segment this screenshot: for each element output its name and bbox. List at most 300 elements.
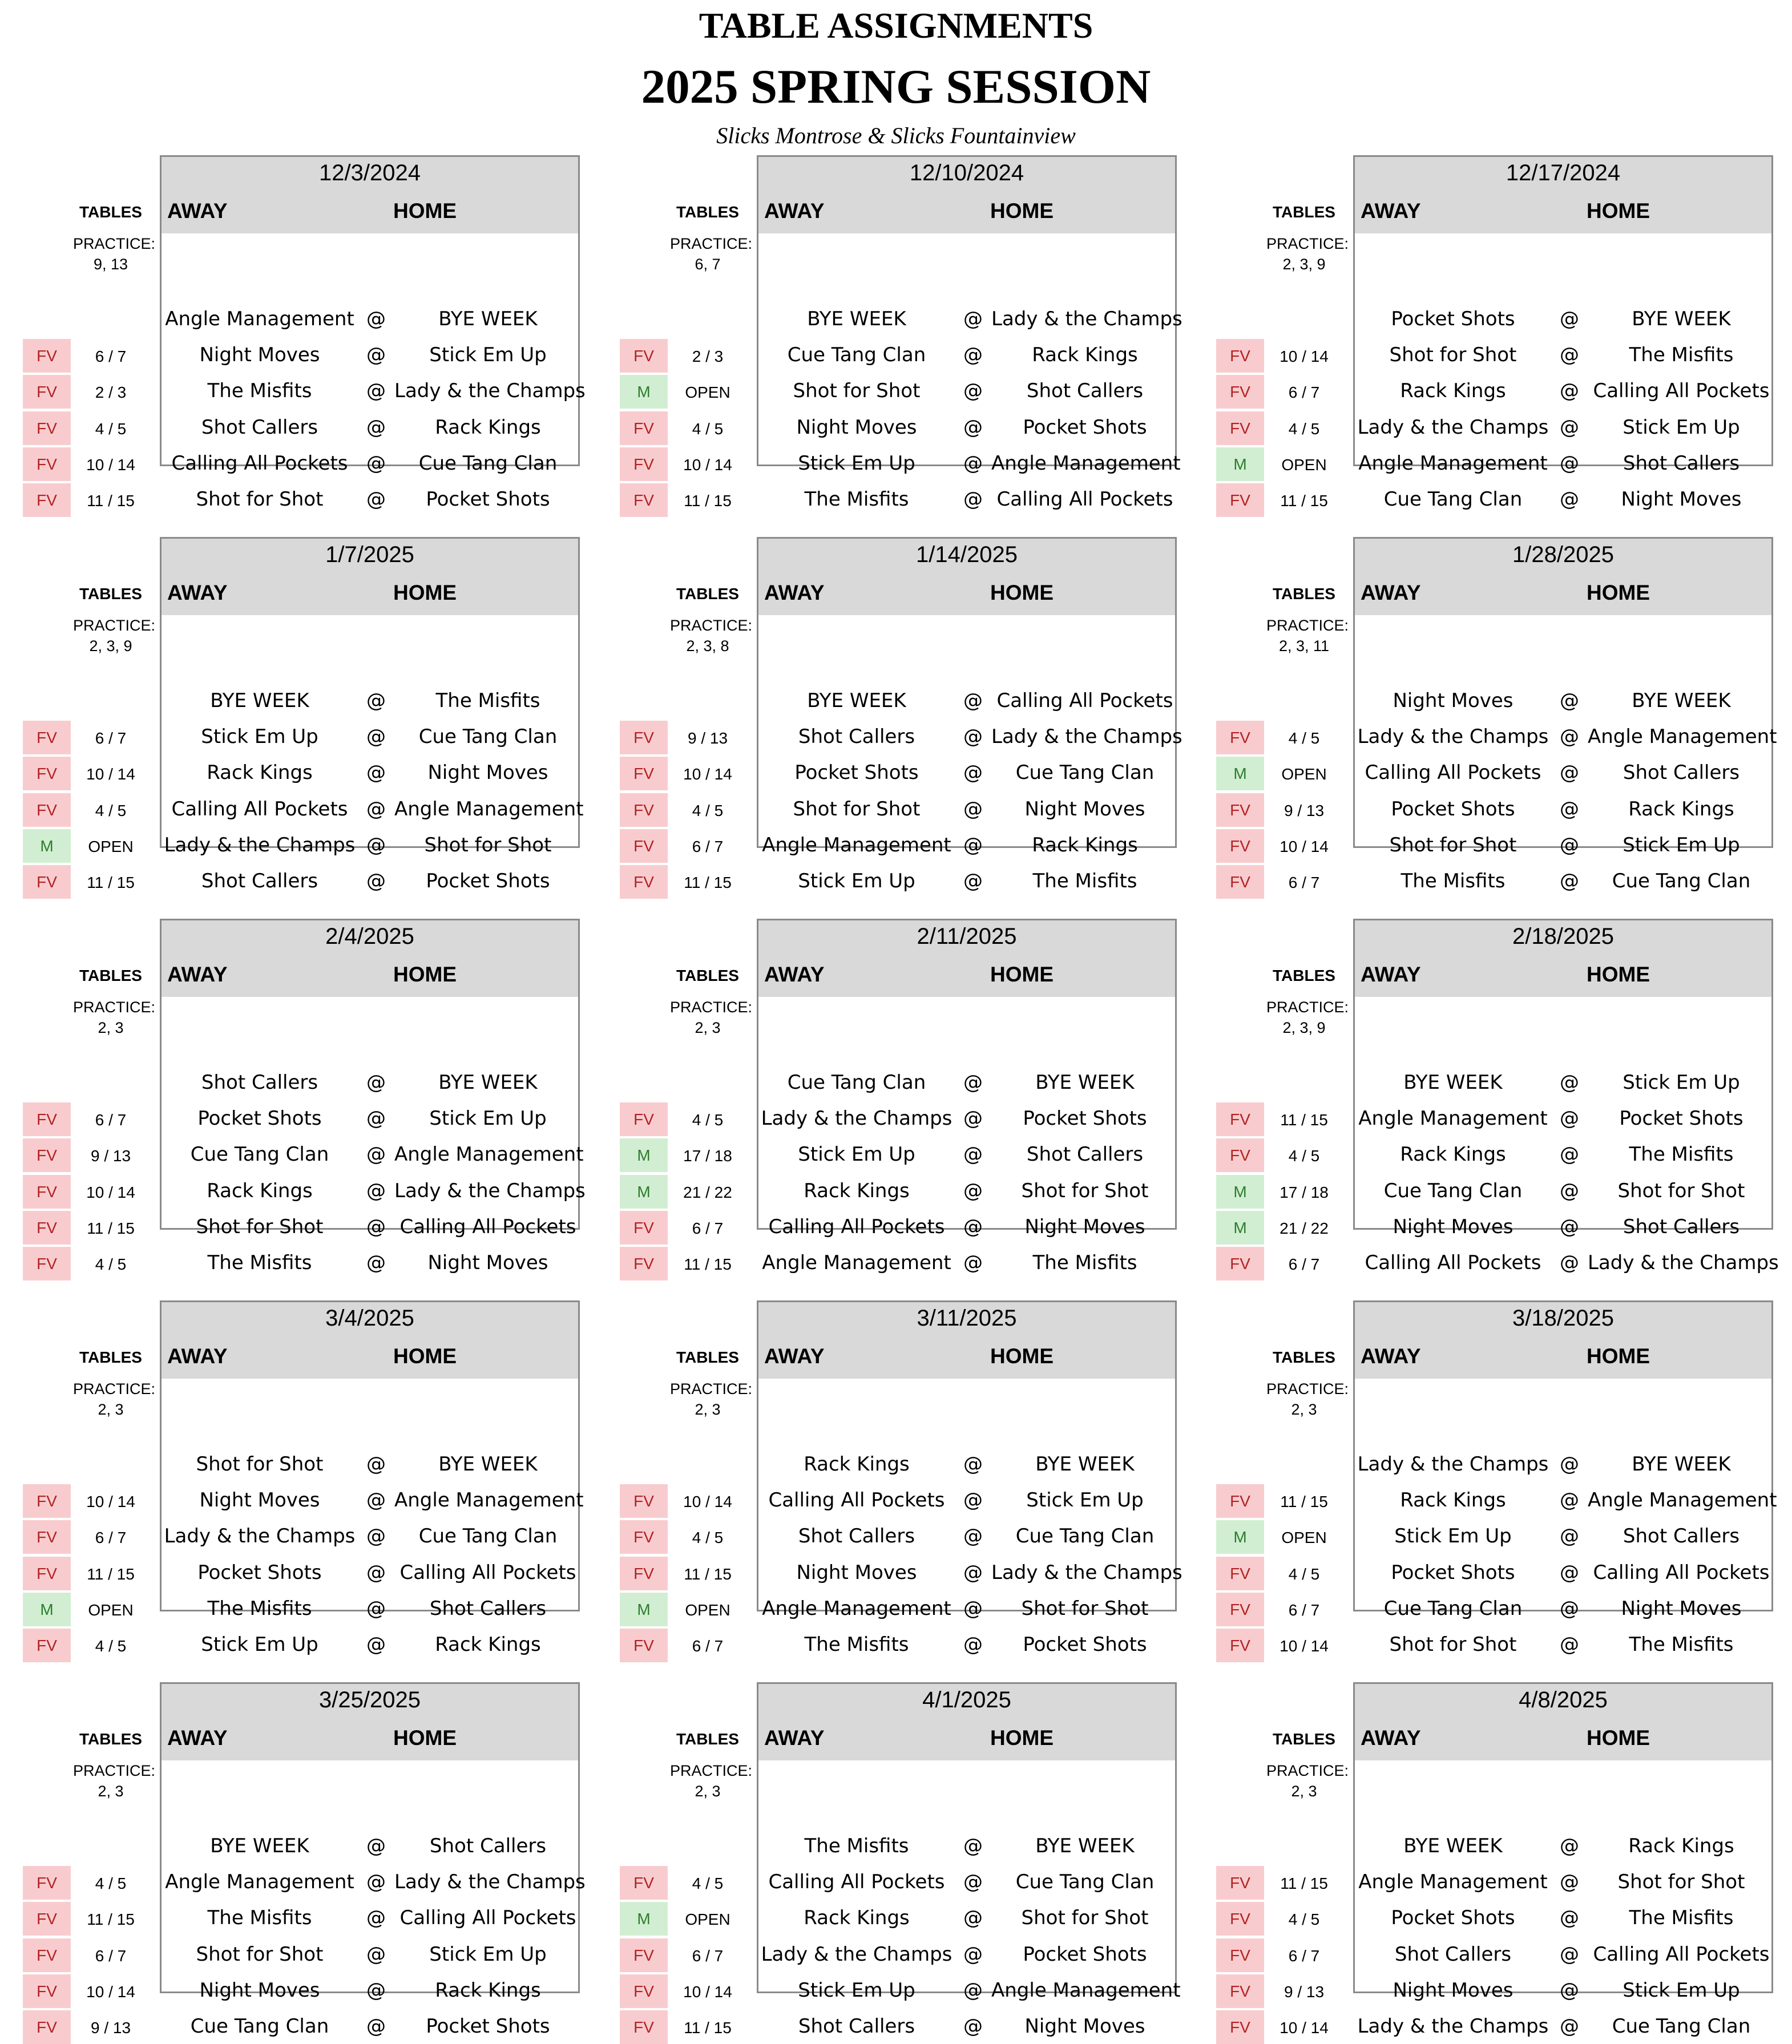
venue-badge: FV — [620, 757, 668, 790]
table-numbers: 11 / 15 — [1280, 1111, 1328, 1129]
at-symbol: @ — [1560, 689, 1579, 712]
away-team: Rack Kings — [804, 1906, 910, 1929]
venue-badge: FV — [23, 411, 71, 445]
home-team: Stick Em Up — [429, 344, 547, 366]
at-symbol: @ — [366, 725, 386, 748]
week-block — [23, 1300, 584, 1656]
venue-badge: M — [23, 829, 71, 863]
away-team: Calling All Pockets — [768, 1215, 945, 1238]
venue-badge: FV — [1216, 2010, 1264, 2044]
home-team: Angle Management — [394, 1489, 584, 1512]
venue-badge: FV — [620, 1974, 668, 2008]
home-team: BYE WEEK — [438, 1453, 538, 1476]
venue-badge: FV — [620, 865, 668, 899]
at-symbol: @ — [1560, 761, 1579, 784]
week-date: 12/17/2024 — [1506, 160, 1621, 185]
at-symbol: @ — [963, 1633, 983, 1656]
venue-badge: FV — [23, 793, 71, 827]
venue-badge: M — [620, 1902, 668, 1936]
at-symbol: @ — [1560, 1979, 1579, 2002]
away-team: Lady & the Champs — [1357, 2015, 1549, 2038]
venue-badge: FV — [23, 1902, 71, 1936]
table-numbers: 6 / 7 — [95, 1111, 127, 1129]
table-header — [162, 920, 578, 997]
match-table — [160, 155, 586, 511]
at-symbol: @ — [366, 1561, 386, 1584]
at-symbol: @ — [366, 1525, 386, 1548]
at-symbol: @ — [366, 1107, 386, 1130]
home-team: Cue Tang Clan — [1015, 761, 1155, 784]
table-header — [1355, 920, 1771, 997]
table-numbers: 11 / 15 — [87, 1910, 135, 1928]
week-block — [620, 155, 1182, 511]
away-team: Shot for Shot — [196, 1943, 324, 1966]
home-team: Stick Em Up — [429, 1943, 547, 1966]
table-numbers: 4 / 5 — [692, 1875, 724, 1892]
at-symbol: @ — [963, 689, 983, 712]
at-symbol: @ — [366, 1071, 386, 1094]
week-date: 3/25/2025 — [319, 1687, 421, 1712]
practice-tables: 2, 3, 11 — [1278, 637, 1330, 655]
at-symbol: @ — [366, 1489, 386, 1512]
at-symbol: @ — [1560, 1179, 1579, 1202]
match-table — [757, 1682, 1181, 2038]
table-header — [162, 1684, 578, 1760]
away-column-header: AWAY — [167, 581, 228, 604]
table-numbers: 10 / 14 — [1280, 838, 1329, 855]
table-numbers: 11 / 15 — [87, 492, 135, 510]
week-block — [1216, 537, 1777, 892]
table-numbers: 9 / 13 — [90, 2019, 131, 2037]
away-team: Lady & the Champs — [761, 1107, 952, 1130]
week-block — [23, 919, 586, 1274]
week-date: 3/18/2025 — [1512, 1306, 1614, 1331]
home-team: Rack Kings — [1032, 834, 1138, 857]
away-team: Shot for Shot — [196, 488, 324, 511]
away-team: Night Moves — [1393, 1979, 1513, 2002]
venue-badge: FV — [1216, 721, 1264, 754]
away-team: Stick Em Up — [798, 870, 915, 892]
venue-badge: FV — [620, 447, 668, 481]
practice-tables: 2, 3 — [695, 1019, 721, 1036]
venue-badge: FV — [620, 1484, 668, 1518]
home-team: Shot Callers — [1026, 1143, 1144, 1166]
table-numbers: 11 / 15 — [1280, 1875, 1328, 1892]
week-date: 2/11/2025 — [917, 924, 1017, 949]
table-header — [758, 157, 1175, 233]
away-team: Stick Em Up — [1394, 1525, 1512, 1548]
home-team: Pocket Shots — [1619, 1107, 1743, 1130]
at-symbol: @ — [963, 1906, 983, 1929]
table-numbers: 4 / 5 — [692, 1111, 724, 1129]
table-numbers: 4 / 5 — [1288, 729, 1320, 747]
table-numbers: OPEN — [1281, 1529, 1327, 1546]
home-team: The Misfits — [1032, 1251, 1137, 1274]
table-numbers: 10 / 14 — [683, 1983, 732, 2001]
venue-badge: FV — [23, 1974, 71, 2008]
home-column-header: HOME — [1587, 199, 1650, 223]
at-symbol: @ — [1560, 1251, 1579, 1274]
match-table — [757, 1300, 1182, 1656]
document-title: TABLE ASSIGNMENTS — [699, 5, 1093, 46]
match-table — [757, 919, 1177, 1274]
table-numbers: 11 / 15 — [684, 1255, 732, 1273]
venue-badge: M — [620, 1175, 668, 1209]
venue-badge: FV — [23, 483, 71, 517]
venue-badge: M — [23, 1593, 71, 1626]
away-team: BYE WEEK — [807, 308, 906, 330]
venue-badge: FV — [620, 1557, 668, 1590]
at-symbol: @ — [1560, 1871, 1579, 1893]
away-team: Stick Em Up — [798, 452, 915, 475]
week-block — [23, 155, 586, 511]
home-team: Rack Kings — [435, 1979, 541, 2002]
home-team: Stick Em Up — [1623, 1979, 1740, 2002]
venue-badge: FV — [23, 447, 71, 481]
away-team: Lady & the Champs — [1357, 416, 1549, 439]
home-team: Shot Callers — [1623, 1215, 1740, 1238]
at-symbol: @ — [963, 1143, 983, 1166]
venue-badge: FV — [1216, 1557, 1264, 1590]
at-symbol: @ — [366, 870, 386, 892]
away-column-header: AWAY — [764, 581, 825, 604]
home-team: Calling All Pockets — [1593, 1561, 1770, 1584]
home-team: Rack Kings — [435, 416, 541, 439]
tables-column-label: TABLES — [1273, 967, 1335, 984]
home-column-header: HOME — [393, 1344, 457, 1368]
tables-column-label: TABLES — [676, 585, 739, 603]
at-symbol: @ — [963, 1179, 983, 1202]
home-column-header: HOME — [990, 199, 1054, 223]
table-numbers: 10 / 14 — [1280, 2019, 1329, 2037]
home-team: The Misfits — [1629, 1633, 1734, 1656]
practice-tables: 2, 3 — [98, 1783, 124, 1800]
at-symbol: @ — [963, 452, 983, 475]
away-column-header: AWAY — [764, 963, 825, 986]
tables-column-label: TABLES — [1273, 1730, 1335, 1748]
away-team: Shot Callers — [798, 2015, 915, 2038]
home-team: Lady & the Champs — [991, 1561, 1182, 1584]
home-team: Shot Callers — [429, 1597, 547, 1620]
at-symbol: @ — [1560, 1561, 1579, 1584]
home-team: Calling All Pockets — [399, 1215, 576, 1238]
table-numbers: 4 / 5 — [1288, 1147, 1320, 1165]
venue-badge: FV — [1216, 793, 1264, 827]
match-table — [1353, 1682, 1773, 2038]
home-team: BYE WEEK — [1632, 308, 1731, 330]
venue-badge: FV — [620, 339, 668, 373]
venue-badge: FV — [23, 865, 71, 899]
at-symbol: @ — [1560, 1633, 1579, 1656]
practice-label: PRACTICE: — [73, 999, 156, 1016]
tables-column-label: TABLES — [1273, 1348, 1335, 1366]
home-column-header: HOME — [1587, 963, 1650, 986]
table-numbers: 11 / 15 — [87, 1565, 135, 1583]
table-numbers: 2 / 3 — [692, 348, 724, 365]
venue-badge: M — [1216, 1520, 1264, 1554]
at-symbol: @ — [963, 798, 983, 821]
home-team: Angle Management — [1588, 1489, 1777, 1512]
away-team: Pocket Shots — [197, 1561, 322, 1584]
venue-badge: FV — [1216, 1102, 1264, 1136]
match-table — [757, 155, 1182, 511]
at-symbol: @ — [1560, 308, 1579, 330]
away-team: The Misfits — [804, 1835, 909, 1857]
away-team: The Misfits — [804, 1633, 909, 1656]
match-table — [1353, 919, 1779, 1274]
table-numbers: 11 / 15 — [684, 874, 732, 891]
at-symbol: @ — [366, 1453, 386, 1476]
table-numbers: 6 / 7 — [1288, 1601, 1320, 1619]
venue-badge: FV — [1216, 1938, 1264, 1972]
away-team: Pocket Shots — [1391, 1561, 1515, 1584]
at-symbol: @ — [963, 1979, 983, 2002]
at-symbol: @ — [1560, 725, 1579, 748]
home-team: Rack Kings — [1628, 798, 1734, 821]
practice-label: PRACTICE: — [670, 235, 753, 252]
table-numbers: OPEN — [1281, 765, 1327, 783]
away-team: The Misfits — [207, 1251, 312, 1274]
at-symbol: @ — [963, 1453, 983, 1476]
venue-badge: FV — [1216, 483, 1264, 517]
home-team: Angle Management — [394, 798, 584, 821]
home-team: Pocket Shots — [1023, 1107, 1147, 1130]
at-symbol: @ — [366, 344, 386, 366]
at-symbol: @ — [1560, 1525, 1579, 1548]
practice-label: PRACTICE: — [73, 1380, 156, 1397]
week-date: 2/4/2025 — [325, 924, 414, 949]
home-column-header: HOME — [1587, 1344, 1650, 1368]
match-table — [757, 537, 1182, 892]
home-team: Cue Tang Clan — [418, 452, 558, 475]
table-numbers: 10 / 14 — [86, 765, 135, 783]
at-symbol: @ — [366, 1835, 386, 1857]
venue-badge: M — [1216, 447, 1264, 481]
home-team: Night Moves — [1024, 798, 1145, 821]
home-team: Pocket Shots — [1023, 1943, 1147, 1966]
at-symbol: @ — [366, 416, 386, 439]
home-team: The Misfits — [1629, 1906, 1734, 1929]
away-team: Rack Kings — [804, 1179, 910, 1202]
away-column-header: AWAY — [764, 1344, 825, 1368]
home-team: Night Moves — [1621, 1597, 1742, 1620]
practice-label: PRACTICE: — [73, 1762, 156, 1779]
away-column-header: AWAY — [1361, 963, 1421, 986]
away-column-header: AWAY — [1361, 199, 1421, 223]
away-team: BYE WEEK — [807, 689, 906, 712]
away-column-header: AWAY — [764, 199, 825, 223]
away-team: Stick Em Up — [798, 1979, 915, 2002]
at-symbol: @ — [1560, 1453, 1579, 1476]
practice-label: PRACTICE: — [1266, 999, 1349, 1016]
away-column-header: AWAY — [764, 1726, 825, 1750]
match-table — [1353, 537, 1777, 892]
home-team: Cue Tang Clan — [1612, 2015, 1751, 2038]
away-team: Shot Callers — [201, 416, 318, 439]
practice-tables: 2, 3 — [695, 1401, 721, 1418]
tables-column-label: TABLES — [79, 1730, 142, 1748]
week-block — [1216, 1300, 1777, 1656]
table-numbers: 10 / 14 — [683, 456, 732, 474]
home-team: Shot for Shot — [1021, 1906, 1149, 1929]
home-team: Night Moves — [427, 1251, 548, 1274]
venue-badge: FV — [620, 2010, 668, 2044]
away-team: BYE WEEK — [210, 1835, 309, 1857]
at-symbol: @ — [1560, 1489, 1579, 1512]
away-team: The Misfits — [207, 1906, 312, 1929]
home-team: Night Moves — [1621, 488, 1742, 511]
away-column-header: AWAY — [167, 199, 228, 223]
table-numbers: 6 / 7 — [1288, 383, 1320, 401]
tables-column-label: TABLES — [676, 1348, 739, 1366]
venue-badge: FV — [620, 1102, 668, 1136]
home-team: Lady & the Champs — [394, 1179, 586, 1202]
venue-badge: FV — [23, 1484, 71, 1518]
at-symbol: @ — [1560, 1107, 1579, 1130]
away-team: Night Moves — [796, 1561, 917, 1584]
home-team: Lady & the Champs — [1588, 1251, 1779, 1274]
table-numbers: 10 / 14 — [86, 456, 135, 474]
home-team: Shot for Shot — [1021, 1179, 1149, 1202]
home-team: Shot for Shot — [424, 834, 552, 857]
away-team: Night Moves — [796, 416, 917, 439]
venue-badge: FV — [620, 721, 668, 754]
at-symbol: @ — [1560, 344, 1579, 366]
away-team: Shot for Shot — [196, 1215, 324, 1238]
home-team: Stick Em Up — [1623, 416, 1740, 439]
tables-column-label: TABLES — [1273, 203, 1335, 221]
at-symbol: @ — [963, 344, 983, 366]
away-team: Cue Tang Clan — [190, 2015, 329, 2038]
away-team: Cue Tang Clan — [1383, 488, 1523, 511]
away-team: Cue Tang Clan — [787, 1071, 926, 1094]
home-team: Shot Callers — [1623, 452, 1740, 475]
table-header — [1355, 1302, 1771, 1379]
at-symbol: @ — [1560, 834, 1579, 857]
away-column-header: AWAY — [1361, 1726, 1421, 1750]
home-team: Stick Em Up — [429, 1107, 547, 1130]
week-date: 4/1/2025 — [922, 1687, 1011, 1712]
at-symbol: @ — [963, 1215, 983, 1238]
venue-badge: FV — [620, 1866, 668, 1900]
table-numbers: 11 / 15 — [684, 1565, 732, 1583]
at-symbol: @ — [1560, 1906, 1579, 1929]
away-team: Pocket Shots — [1391, 1906, 1515, 1929]
at-symbol: @ — [963, 725, 983, 748]
practice-tables: 2, 3, 9 — [89, 637, 132, 655]
at-symbol: @ — [366, 452, 386, 475]
table-numbers: 4 / 5 — [95, 1255, 127, 1273]
week-block — [1216, 1682, 1770, 2038]
away-team: Angle Management — [1358, 1871, 1548, 1893]
venue-badge: FV — [620, 829, 668, 863]
table-numbers: OPEN — [685, 383, 730, 401]
at-symbol: @ — [963, 1561, 983, 1584]
away-column-header: AWAY — [167, 1344, 228, 1368]
at-symbol: @ — [366, 1979, 386, 2002]
at-symbol: @ — [366, 1597, 386, 1620]
home-column-header: HOME — [990, 1344, 1054, 1368]
at-symbol: @ — [1560, 488, 1579, 511]
venue-badge: FV — [23, 1102, 71, 1136]
venue-badge: M — [1216, 757, 1264, 790]
away-team: Shot Callers — [798, 725, 915, 748]
at-symbol: @ — [963, 416, 983, 439]
away-team: Calling All Pockets — [171, 798, 348, 821]
home-team: The Misfits — [435, 689, 540, 712]
home-column-header: HOME — [1587, 581, 1650, 604]
away-team: The Misfits — [804, 488, 909, 511]
venue-badge: FV — [23, 339, 71, 373]
table-numbers: 11 / 15 — [1280, 1493, 1328, 1510]
at-symbol: @ — [1560, 452, 1579, 475]
venue-badge: M — [620, 1138, 668, 1172]
table-numbers: 11 / 15 — [684, 2019, 732, 2037]
away-team: Pocket Shots — [197, 1107, 322, 1130]
table-numbers: 4 / 5 — [95, 802, 127, 819]
home-team: Pocket Shots — [426, 870, 550, 892]
table-numbers: 9 / 13 — [90, 1147, 131, 1165]
home-team: Shot Callers — [429, 1835, 547, 1857]
at-symbol: @ — [963, 1871, 983, 1893]
venue-badge: FV — [23, 2010, 71, 2044]
week-date: 1/7/2025 — [325, 542, 414, 567]
practice-label: PRACTICE: — [1266, 617, 1349, 634]
home-team: Lady & the Champs — [991, 725, 1182, 748]
away-team: BYE WEEK — [1403, 1835, 1503, 1857]
home-column-header: HOME — [990, 581, 1054, 604]
table-numbers: 21 / 22 — [683, 1183, 732, 1201]
home-team: Lady & the Champs — [991, 308, 1182, 330]
match-table — [160, 919, 586, 1274]
home-team: Calling All Pockets — [996, 488, 1173, 511]
venue-badge: FV — [620, 411, 668, 445]
home-column-header: HOME — [393, 581, 457, 604]
at-symbol: @ — [366, 2015, 386, 2038]
venue-badge: FV — [23, 1247, 71, 1280]
home-team: The Misfits — [1629, 1143, 1734, 1166]
table-numbers: 6 / 7 — [95, 1529, 127, 1546]
away-team: Lady & the Champs — [1357, 1453, 1549, 1476]
home-column-header: HOME — [393, 1726, 457, 1750]
table-numbers: 4 / 5 — [95, 420, 127, 438]
practice-label: PRACTICE: — [73, 235, 156, 252]
at-symbol: @ — [1560, 2015, 1579, 2038]
home-team: Rack Kings — [1032, 344, 1138, 366]
at-symbol: @ — [366, 1871, 386, 1893]
venue-badge: FV — [1216, 1902, 1264, 1936]
table-numbers: 6 / 7 — [1288, 1947, 1320, 1965]
practice-label: PRACTICE: — [670, 1380, 753, 1397]
venue-badge: FV — [23, 1520, 71, 1554]
table-numbers: OPEN — [685, 1910, 730, 1928]
practice-tables: 2, 3 — [1291, 1401, 1317, 1418]
home-team: Cue Tang Clan — [1015, 1525, 1155, 1548]
at-symbol: @ — [1560, 1943, 1579, 1966]
away-column-header: AWAY — [167, 1726, 228, 1750]
away-team: Night Moves — [1393, 1215, 1513, 1238]
away-column-header: AWAY — [167, 963, 228, 986]
away-team: Shot Callers — [201, 1071, 318, 1094]
table-numbers: 4 / 5 — [692, 1529, 724, 1546]
tables-column-label: TABLES — [676, 967, 739, 984]
practice-tables: 2, 3 — [98, 1401, 124, 1418]
away-team: Stick Em Up — [201, 1633, 318, 1656]
table-header — [162, 157, 578, 233]
home-column-header: HOME — [990, 1726, 1054, 1750]
home-team: Night Moves — [1024, 2015, 1145, 2038]
home-team: Night Moves — [427, 761, 548, 784]
